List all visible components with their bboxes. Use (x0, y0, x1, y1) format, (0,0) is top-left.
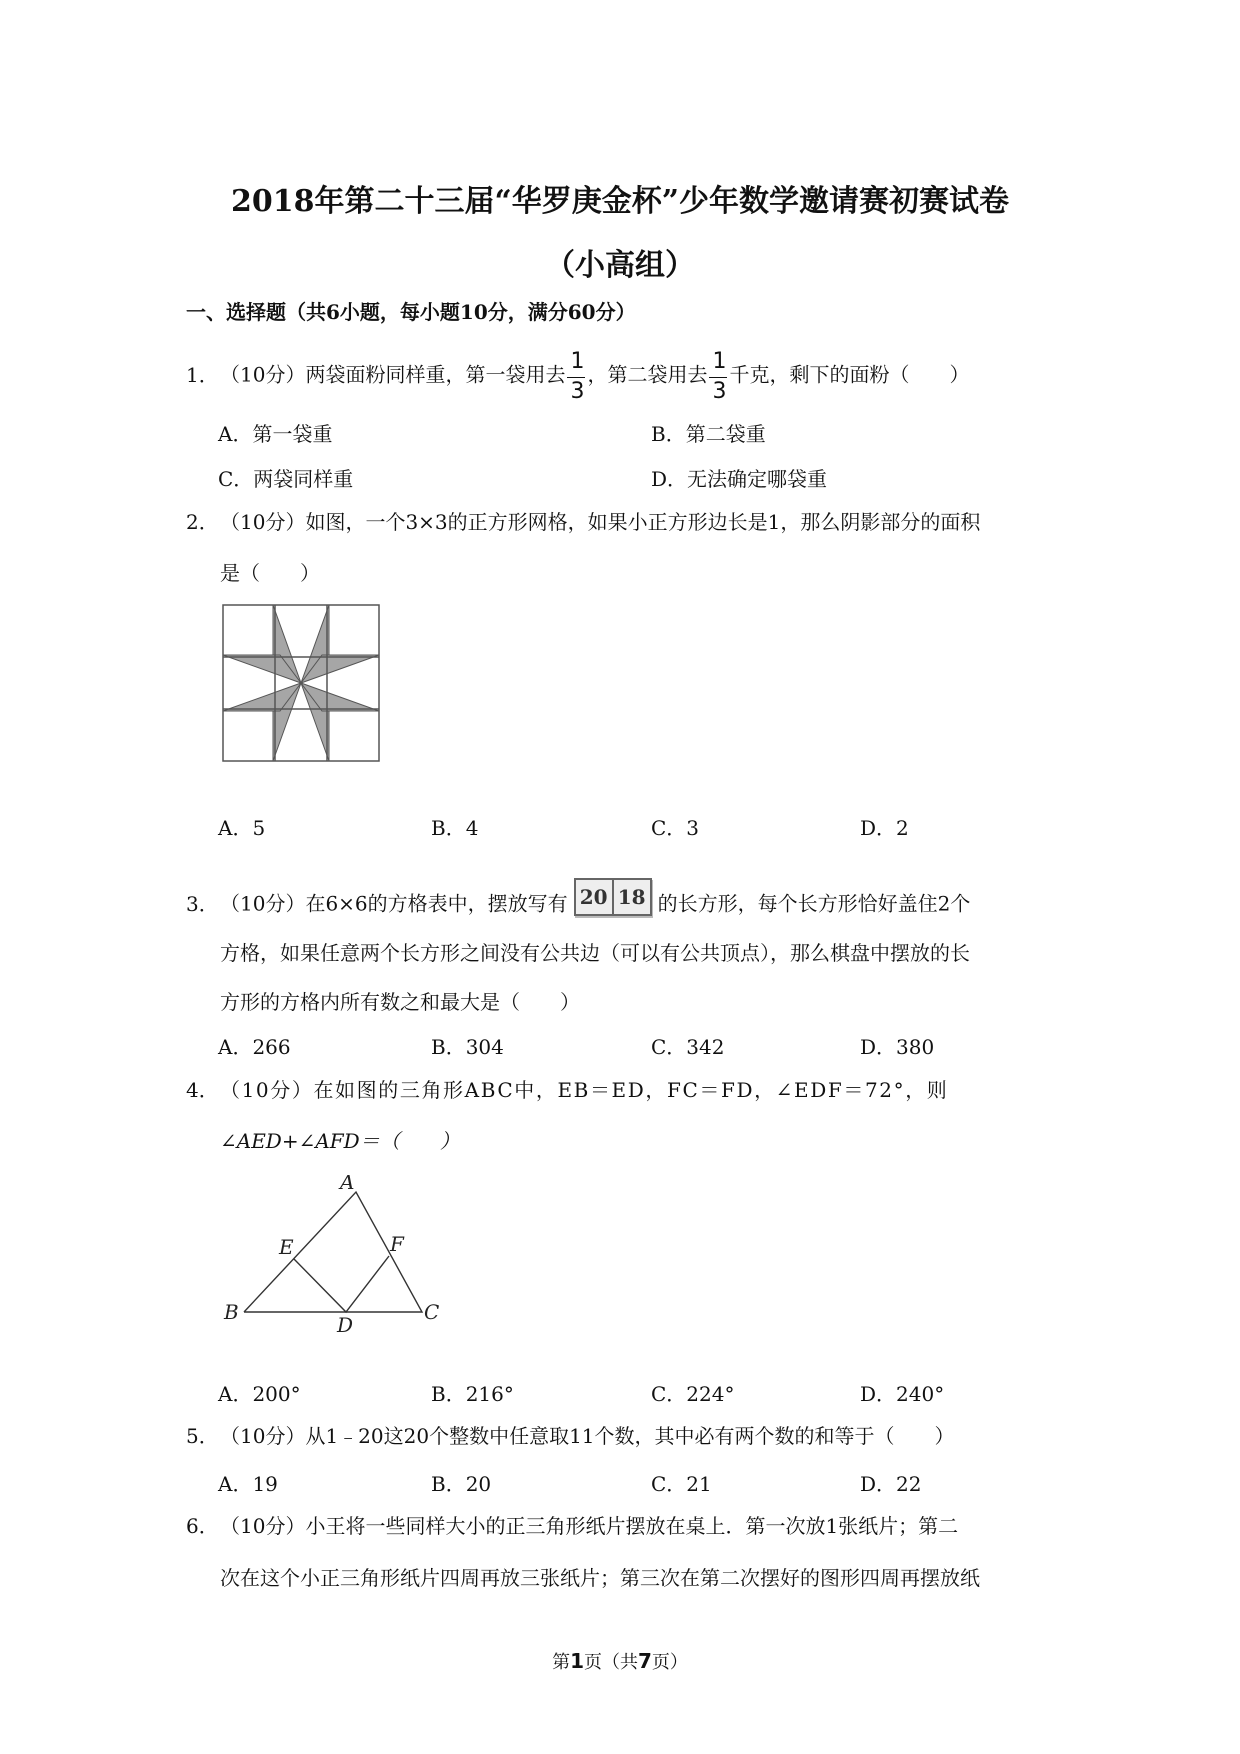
page-title: 2018年第二十三届“华罗庚金杯”少年数学邀请赛初赛试卷 (230, 184, 1009, 219)
page-total: 7 (638, 1649, 652, 1673)
question-text: 千克，剩下的面粉（ ） (729, 362, 970, 387)
question-number: 6． (186, 1514, 219, 1538)
option-d: D．380 (860, 1035, 935, 1059)
page-number: 1 (570, 1649, 584, 1673)
option-d: D．无法确定哪袋重 (651, 467, 828, 491)
option-c: C．21 (651, 1472, 712, 1496)
question-text: 的长方形，每个长方形恰好盖住2个 (657, 891, 971, 916)
option-b: B．第二袋重 (651, 422, 766, 446)
question-text: （10分）如图，一个3×3的正方形网格，如果小正方形边长是1，那么阴影部分的面积 (220, 510, 981, 534)
vertex-label: F (390, 1232, 404, 1256)
question-text: 方形的方格内所有数之和最大是（ ） (220, 990, 580, 1014)
vertex-label: D (337, 1313, 354, 1337)
option-d: D．22 (860, 1472, 922, 1496)
vertex-label: A (340, 1175, 355, 1194)
option-d: D．240° (860, 1382, 945, 1406)
question-number: 2． (186, 510, 219, 534)
question-number: 1． (186, 362, 219, 387)
option-a: A．19 (218, 1472, 278, 1496)
question-number: 3． (186, 891, 219, 916)
option-c: C．224° (651, 1382, 735, 1406)
option-b: B．216° (431, 1382, 514, 1406)
question-2 (186, 508, 980, 536)
option-a: A．5 (218, 816, 266, 840)
number-tile-image: 20 18 (574, 878, 652, 916)
question-text: （10分）在如图的三角形ABC中，EB＝ED，FC＝FD，∠EDF＝72°，则 (220, 1078, 949, 1102)
option-d: D．2 (860, 816, 909, 840)
question-number: 5． (186, 1424, 219, 1448)
question-1 (186, 348, 969, 404)
option-b: B．304 (431, 1035, 504, 1059)
option-c: C．3 (651, 816, 700, 840)
section-heading: 一、选择题（共6小题，每小题10分，满分60分） (186, 300, 636, 324)
option-b: B．4 (431, 816, 479, 840)
question-text: 次在这个小正三角形纸片四周再放三张纸片；第三次在第二次摆好的图形四周再摆放纸 (220, 1566, 980, 1590)
triangle-figure (218, 1175, 450, 1341)
question-4 (186, 1076, 948, 1104)
question-text: （10分）两袋面粉同样重，第一袋用去 (220, 362, 566, 387)
question-text: 方格，如果任意两个长方形之间没有公共边（可以有公共顶点），那么棋盘中摆放的长 (220, 941, 970, 965)
question-text: ∠AED+∠AFD＝（ ） (220, 1129, 460, 1153)
option-a: A．200° (218, 1382, 301, 1406)
option-c: C．两袋同样重 (218, 467, 354, 491)
option-b: B．20 (431, 1472, 492, 1496)
vertex-label: E (279, 1235, 294, 1259)
question-3 (186, 886, 970, 924)
page-footer: 第1页（共7页） (552, 1649, 688, 1673)
option-c: C．342 (651, 1035, 725, 1059)
question-6 (186, 1512, 958, 1540)
option-a: A．266 (218, 1035, 291, 1059)
question-text: ，第二袋用去 (587, 362, 708, 387)
vertex-label: C (424, 1300, 440, 1324)
question-text: （10分）从1﹣20这20个整数中任意取11个数，其中必有两个数的和等于（ ） (220, 1424, 955, 1448)
question-number: 4． (186, 1078, 219, 1102)
fraction: $\frac{1}{3}$ (709, 348, 727, 404)
fraction: $\frac{1}{3}$ (567, 348, 585, 404)
question-text: （10分）小王将一些同样大小的正三角形纸片摆放在桌上．第一次放1张纸片；第二 (220, 1514, 959, 1538)
question-text: 是（ ） (220, 561, 320, 585)
question-text: （10分）在6×6的方格表中，摆放写有 (220, 891, 568, 916)
question-5 (186, 1422, 955, 1450)
vertex-label: B (224, 1300, 239, 1324)
page-subtitle: （小高组） (545, 248, 695, 283)
option-a: A．第一袋重 (218, 422, 333, 446)
star-grid-figure (218, 600, 384, 766)
